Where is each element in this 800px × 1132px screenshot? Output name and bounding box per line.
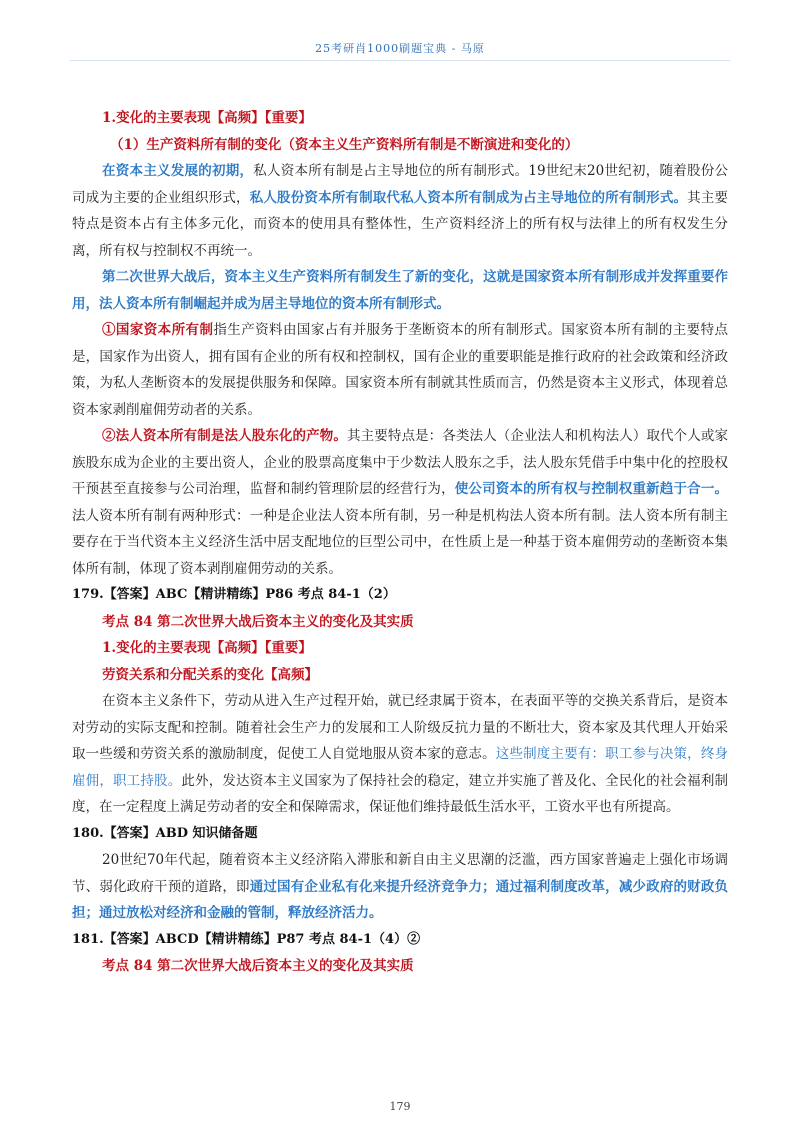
paragraph-legal-person-capital — [72, 423, 728, 582]
text: 此外，发达资本主义国家为了保持社会的稳定，建立并实施了普及化、全民化的社会福利制度，在一定程度上满足劳动者的安全和保障需求，保证他们维持最低生活水平，工资水平也有所提高。 — [72, 772, 729, 815]
highlight: 在资本主义发展的初期， — [102, 163, 254, 179]
subheading: 劳资关系和分配关系的变化【高频】 — [102, 666, 318, 683]
answer-181: 181.【答案】ABCD【精讲精练】P87 考点 84-1（4）② — [72, 931, 421, 947]
text: 其主要特点是：各类法人（企业法人和机构法人）取代个人或家族股东成为企业的主要出资人，企业的股票高度集中于少数法人股东之手，法人股东凭借手中集中化的控股权干预甚至直接参与公司治理，监督和制约管理阶层的经营行为， — [72, 428, 728, 497]
paragraph-postwar: 第二次世界大战后，资本主义生产资料所有制发生了新的变化，这就是国家资本所有制形成并发挥重要作用，法人资本所有制崛起并成为居主导地位的资本所有制形式。 — [72, 269, 728, 312]
answer-180: 180.【答案】ABD 知识储备题 — [72, 825, 258, 841]
subheading: （1）生产资料所有制的变化（资本主义生产资料所有制是不断演进和变化的） — [110, 136, 579, 153]
section-heading: 1.变化的主要表现【高频】【重要】 — [102, 110, 312, 126]
answer-179: 179.【答案】ABC【精讲精练】P86 考点 84-1（2） — [72, 587, 396, 602]
text: 其主要特点是资本占有主体多元化，而资本的使用具有整体性，生产资料经济上的所有权与法律上的所有权发生分离，所有权与控制权不再统一。 — [72, 189, 729, 259]
highlight: 通过国有企业私有化来提升经济竞争力；通过福利制度改革，减少政府的财政负担；通过放松对经济和金融的管制，释放经济活力。 — [72, 878, 729, 921]
header-divider — [70, 60, 730, 61]
section-heading: 1.变化的主要表现【高频】【重要】 — [102, 640, 312, 656]
text: 指生产资料由国家占有并服务于垄断资本的所有制形式。国家资本所有制的主要特点是，国家作为出资人，拥有国有企业的所有权和控制权，国有企业的重要职能是推行政府的社会政策和经济政策，为私人垄断资本的发展提供服务和保障。国家资本所有制就其性质而言，仍然是资本主义形式，体现着总资本家剥削雇佣劳动者的关系。 — [72, 322, 729, 418]
highlight: 这些制度主要有：职工参与决策，终身雇佣，职工持股。 — [72, 746, 729, 789]
highlight: 使公司资本的所有权与控制权重新趋于合一。 — [454, 481, 728, 497]
paragraph-labor-relations — [72, 688, 728, 821]
highlight: 私人股份资本所有制取代私人资本所有制成为占主导地位的所有制形式。 — [249, 189, 688, 206]
page-number: 179 — [389, 1100, 411, 1113]
topic-heading: 考点 84 第二次世界大战后资本主义的变化及其实质 — [102, 613, 414, 630]
highlight: ②法人资本所有制是法人股东化的产物。 — [102, 428, 347, 444]
paragraph-state-capital — [72, 317, 728, 423]
text: 法人资本所有制有两种形式：一种是企业法人资本所有制，另一种是机构法人资本所有制。法人资本所有制主要存在于当代资本主义经济生活中居支配地位的巨型公司中，在性质上是一种基于资本雇佣劳动的垄断资本集体所有制，体现了资本剥削雇佣劳动的关系。 — [72, 507, 728, 577]
paragraph-ownership — [72, 158, 728, 264]
text: 私人资本所有制是占主导地位的所有制形式。19世纪末20世纪初，随着股份公司成为主要的企业组织形式， — [72, 163, 729, 206]
page-content — [72, 105, 728, 980]
paragraph-neoliberal — [72, 847, 728, 927]
highlight: ①国家资本所有制 — [102, 322, 214, 338]
text: 20世纪70年代起，随着资本主义经济陷入滞胀和新自由主义思潮的泛滥，西方国家普遍走上强化市场调节、弱化政府干预的道路，即 — [72, 852, 728, 895]
topic-heading: 考点 84 第二次世界大战后资本主义的变化及其实质 — [102, 958, 414, 974]
text: 在资本主义条件下，劳动从进入生产过程开始，就已经隶属于资本，在表面平等的交换关系背后，是资本对劳动的实际支配和控制。随着社会生产力的发展和工人阶级反抗力量的不断壮大，资本家及其代理人开始采取一些缓和劳资关系的激励制度，促使工人自觉地服从资本家的意志。 — [72, 693, 728, 762]
page-header: 25考研肖1000刷题宝典 - 马原 — [315, 42, 485, 55]
